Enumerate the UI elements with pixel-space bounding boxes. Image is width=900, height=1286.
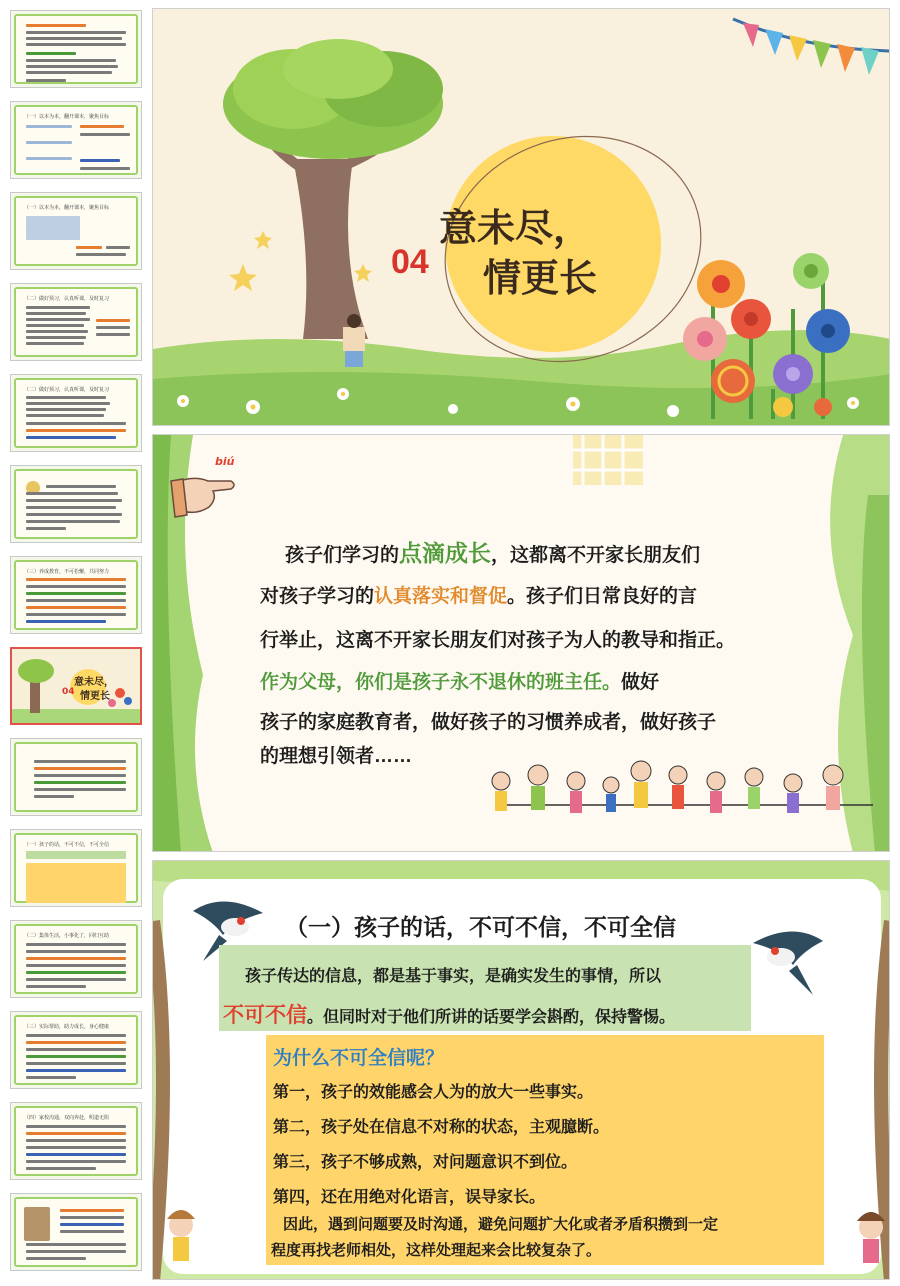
- biu-sound-text: biú: [215, 455, 235, 468]
- message-line-2: [260, 581, 697, 608]
- slide-thumbnail-1[interactable]: [10, 10, 142, 88]
- message-text: 对孩子学习的: [260, 586, 375, 607]
- thumbnail-preview: [14, 742, 138, 812]
- info-line-2: [223, 999, 675, 1029]
- thumbnail-preview: [14, 196, 138, 266]
- info-text: 。但同时对于他们所讲的话要学会斟酌，保持警惕。: [307, 1009, 676, 1026]
- thumbnail-heading: （三）实际帮助，助力成长，身心健康: [24, 1024, 110, 1030]
- thumbnail-preview: [14, 14, 138, 84]
- section-title-line-1: 意未尽，: [439, 208, 592, 250]
- slide-childs-words: [152, 860, 890, 1280]
- slide-section-title: [152, 8, 890, 426]
- thumbnail-preview: [14, 287, 138, 357]
- thumbnail-preview: [14, 560, 138, 630]
- section-number: 04: [391, 243, 429, 281]
- message-text: 。孩子们日常良好的言: [507, 586, 698, 607]
- thumbnail-preview: [14, 105, 138, 175]
- slide-thumbnail-6[interactable]: [10, 465, 142, 543]
- thumbnail-heading: （二）集体生活，小事化了，回归互助: [24, 933, 110, 939]
- highlight-parents-role: 作为父母，你们是孩子永不退休的班主任。: [260, 672, 622, 693]
- conclusion-line-2: 程度再找老师相处，这样处理起来会比较复杂了。: [271, 1242, 602, 1259]
- thumbnail-preview: [14, 1015, 138, 1085]
- reason-1: 第一，孩子的效能感会人为的放大一些事实。: [273, 1084, 594, 1101]
- slide-thumbnail-13[interactable]: [10, 1102, 142, 1180]
- thumbnail-section-number: 04: [62, 687, 75, 697]
- highlight-growth: 点滴成长: [399, 540, 492, 566]
- slide-parents-message: [152, 434, 890, 852]
- thumbnail-heading: （二）做好预习，认真听课，及时复习: [24, 387, 110, 393]
- thumbnail-heading: （一）以本为本，翻开课本，聚焦目标: [24, 205, 110, 211]
- thumbnail-preview: [14, 378, 138, 448]
- slide-thumbnail-sidebar: [0, 0, 150, 1286]
- slide-thumbnail-2[interactable]: [10, 101, 142, 179]
- slide-thumbnail-9[interactable]: [10, 738, 142, 816]
- message-text: 孩子们学习的: [285, 545, 400, 566]
- thumbnail-heading: （一）孩子的话，不可不信，不可全信: [24, 842, 110, 848]
- reason-3: 第三，孩子不够成熟，对问题意识不到位。: [273, 1154, 578, 1171]
- slide-thumbnail-7[interactable]: [10, 556, 142, 634]
- thumbnail-heading: （一）以本为本，翻开课本，聚焦目标: [24, 114, 110, 120]
- thumbnail-heading: （四）家校沟通，双向奔赴，明道无阻: [24, 1115, 110, 1121]
- thumbnail-preview: [14, 469, 138, 539]
- message-line-1: [285, 535, 700, 568]
- thumbnail-preview: [14, 924, 138, 994]
- slide-thumbnail-4[interactable]: [10, 283, 142, 361]
- thumbnail-preview: [14, 1106, 138, 1176]
- thumbnail-title-line-2: 情更长: [80, 691, 110, 702]
- thumbnail-title-line-1: 意未尽，: [74, 677, 114, 688]
- thumbnail-preview: [14, 1197, 138, 1267]
- thumbnail-preview: [14, 833, 138, 903]
- slide-thumbnail-12[interactable]: [10, 1011, 142, 1089]
- highlight-not-distrust: 不可不信: [223, 1004, 307, 1027]
- why-heading: 为什么不可全信呢？: [273, 1048, 445, 1069]
- slide-thumbnail-11[interactable]: [10, 920, 142, 998]
- message-line-5: 孩子的家庭教育者，做好孩子的习惯养成者，做好孩子: [260, 712, 717, 733]
- reason-2: 第二，孩子处在信息不对称的状态，主观臆断。: [273, 1119, 610, 1136]
- slide-heading: （一）孩子的话，不可不信，不可全信: [285, 914, 676, 940]
- slide-thumbnail-5[interactable]: [10, 374, 142, 452]
- message-line-4: [260, 667, 659, 694]
- thumbnail-heading: （三）养成教育，不可松懈，共同努力: [24, 569, 110, 575]
- slide-thumbnail-14[interactable]: [10, 1193, 142, 1271]
- message-line-3: 行举止，这离不开家长朋友们对孩子为人的教导和指正。: [260, 630, 736, 651]
- slide-thumbnail-3[interactable]: [10, 192, 142, 270]
- highlight-supervision: 认真落实和督促: [374, 586, 508, 607]
- thumbnail-heading: （二）做好预习，认真听课，及时复习: [24, 296, 110, 302]
- info-line-1: 孩子传达的信息，都是基于事实，是确实发生的事情，所以: [245, 968, 662, 985]
- message-line-6: 的理想引领者……: [260, 746, 413, 767]
- reason-4: 第四，还在用绝对化语言，误导家长。: [273, 1189, 546, 1206]
- slide-thumbnail-8-selected[interactable]: [10, 647, 142, 725]
- message-text: ，这都离不开家长朋友们: [491, 545, 701, 566]
- conclusion-line-1: 因此，遇到问题要及时沟通，避免问题扩大化或者矛盾积攒到一定: [283, 1216, 719, 1233]
- slide-thumbnail-10[interactable]: [10, 829, 142, 907]
- message-text: 做好: [621, 672, 660, 693]
- section-title-line-2: 情更长: [483, 258, 598, 300]
